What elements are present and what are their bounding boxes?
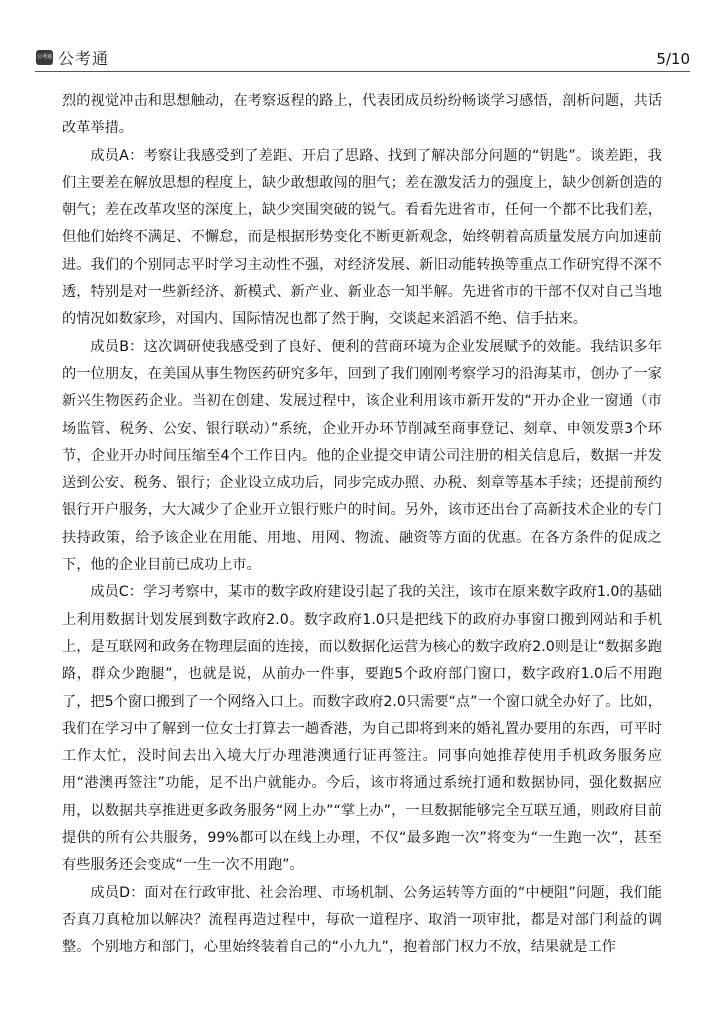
page-header <box>0 0 724 72</box>
paragraph-member-d: 成员D：面对在行政审批、社会治理、市场机制、公务运转等方面的“中梗阻”问题，我们能否真刀真枪加以解决？流程再造过程中，每砍一道程序、取消一项审批，都是对部门利益的调整。个别地方和部门，心里始终装着自己的“小九九”，抱着部门权力不放，结果就是工作 <box>62 884 662 956</box>
paragraph-continued: 烈的视觉冲击和思想触动，在考察返程的路上，代表团成员纷纷畅谈学习感悟，剖析问题，共话改革举措。 <box>62 93 662 137</box>
brand-logo: 公考通 <box>36 50 53 65</box>
paragraph-member-c: 成员C：学习考察中，某市的数字政府建设引起了我的关注，该市在原来数字政府1.0的基础上利用数据计划发展到数字政府2.0。数字政府1.0只是把线下的政府办事窗口搬到网站和手机上，是互联网和政务在物理层面的连接，而以数据化运营为核心的数字政府2.0则是让“数据多跑路，群众少跑腿”，也就是说，从前办一件事，要跑5个政府部门窗口，数字政府1.0后不用跑了，把5个窗口搬到了一个网络入口上。而数字政府2.0只需要“点”一个窗口就全办好了。比如，我们在学习中了解到一位女士打算去一趟香港，为自己即将到来的婚礼置办要用的东西，可平时工作太忙，没时间去出入境大厅办理港澳通行证再签注。同事向她推荐使用手机政务服务应用“港澳再签注”功能，足不出户就能办。今后，该市将通过系统打通和数据协同，强化数据应用，以数据共享推进更多政务服务“网上办”“掌上办”，一旦数据能够完全互联互通，则政府目前提供的所有公共服务，99%都可以在线上办理，不仅“最多跑一次”将变为“一生跑一次”，甚至有些服务还会变成“一生一次不用跑”。 <box>62 584 662 874</box>
paragraph-member-b: 成员B：这次调研使我感受到了良好、便利的营商环境为企业发展赋予的效能。我结识多年的一位朋友，在美国从事生物医药研究多年，回到了我们刚刚考察学习的沿海某市，创办了一家新兴生物医药企业。当初在创建、发展过程中，该企业利用该市新开发的“开办企业一窗通（市场监管、税务、公安、银行联动）”系统，企业开办环节削减至商事登记、刻章、申领发票3个环节，企业开办时间压缩至4个工作日内。他的企业提交申请公司注册的相关信息后，数据一并发送到公安、税务、银行；企业设立成功后，同步完成办照、办税、刻章等基本手续；还提前预约银行开户服务，大大减少了企业开立银行账户的时间。另外，该市还出台了高新技术企业的专门扶持政策，给予该企业在用能、用地、用网、物流、融资等方面的优惠。在各方条件的促成之下，他的企业目前已成功上市。 <box>62 338 662 574</box>
brand-name: 公考通 <box>58 49 110 68</box>
paragraph-member-a: 成员A：考察让我感受到了差距、开启了思路、找到了解决部分问题的“钥匙”。谈差距，我们主要差在解放思想的程度上，缺少敢想敢闯的胆气；差在激发活力的强度上，缺少创新创造的朝气；差在改革攻坚的深度上，缺少突围突破的锐气。看看先进省市，任何一个都不比我们差，但他们始终不满足、不懈怠，而是根据形势变化不断更新观念，始终朝着高质量发展方向加速前进。我们的个别同志平时学习主动性不强，对经济发展、新旧动能转换等重点工作研究得不深不透，特别是对一些新经济、新模式、新产业、新业态一知半解。先进省市的干部不仅对自己当地的情况如数家珍，对国内、国际情况也都了然于胸，交谈起来滔滔不绝、信手拈来。 <box>62 147 662 328</box>
document-body <box>62 88 662 962</box>
header-divider <box>35 71 690 72</box>
page-number: 5/10 <box>656 50 690 68</box>
